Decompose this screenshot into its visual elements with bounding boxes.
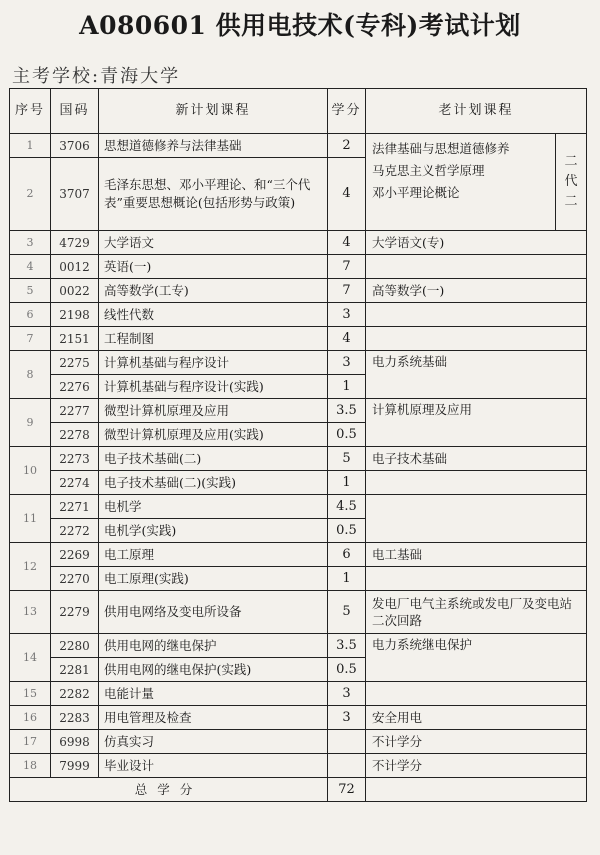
header-credit: 学分 <box>328 89 366 134</box>
row-credit: 4 <box>328 327 366 351</box>
table-row <box>10 730 587 754</box>
table-row <box>10 495 587 519</box>
row-course: 大学语文 <box>99 231 328 255</box>
table-row <box>10 279 587 303</box>
old-course-group <box>366 134 556 231</box>
row-credit: 4.5 <box>328 495 366 519</box>
table-row <box>10 327 587 351</box>
row-code: 2280 <box>51 634 99 658</box>
row-course: 电子技术基础(二) <box>99 447 328 471</box>
row-code: 2281 <box>51 658 99 682</box>
row-course: 英语(一) <box>99 255 328 279</box>
total-value: 72 <box>328 778 366 802</box>
row-credit: 7 <box>328 255 366 279</box>
total-label: 总学分 <box>10 778 328 802</box>
table-row <box>10 706 587 730</box>
table-row <box>10 134 587 158</box>
row-old-course <box>366 567 587 591</box>
row-course: 线性代数 <box>99 303 328 327</box>
row-credit: 1 <box>328 567 366 591</box>
row-credit: 1 <box>328 471 366 495</box>
total-row <box>10 778 587 802</box>
row-seq: 14 <box>10 634 51 682</box>
header-new-course: 新计划课程 <box>99 89 328 134</box>
row-credit: 6 <box>328 543 366 567</box>
row-code: 2276 <box>51 375 99 399</box>
row-seq: 2 <box>10 158 51 231</box>
row-seq: 4 <box>10 255 51 279</box>
row-seq: 12 <box>10 543 51 591</box>
row-course: 供用电网的继电保护(实践) <box>99 658 328 682</box>
row-course: 电能计量 <box>99 682 328 706</box>
table-row <box>10 471 587 495</box>
row-old-course: 电工基础 <box>366 543 587 567</box>
table-row <box>10 543 587 567</box>
row-code: 2269 <box>51 543 99 567</box>
row-credit: 3 <box>328 682 366 706</box>
row-old-course: 安全用电 <box>366 706 587 730</box>
row-credit <box>328 730 366 754</box>
exam-school: 主考学校:青海大学 <box>12 66 181 87</box>
row-old-course: 不计学分 <box>366 730 587 754</box>
table-row <box>10 754 587 778</box>
row-course: 毕业设计 <box>99 754 328 778</box>
row-seq: 3 <box>10 231 51 255</box>
exam-plan-table <box>9 88 587 802</box>
row-credit: 7 <box>328 279 366 303</box>
row-code: 2279 <box>51 591 99 634</box>
header-old-course: 老计划课程 <box>366 89 587 134</box>
table-row <box>10 591 587 634</box>
row-course: 电子技术基础(二)(实践) <box>99 471 328 495</box>
row-course: 用电管理及检查 <box>99 706 328 730</box>
row-credit: 3 <box>328 706 366 730</box>
row-code: 2198 <box>51 303 99 327</box>
table-row <box>10 682 587 706</box>
row-code: 2283 <box>51 706 99 730</box>
table-row <box>10 255 587 279</box>
row-old-course: 电子技术基础 <box>366 447 587 471</box>
row-code: 2273 <box>51 447 99 471</box>
row-credit: 5 <box>328 447 366 471</box>
row-seq: 10 <box>10 447 51 495</box>
table-row <box>10 634 587 658</box>
row-credit: 4 <box>328 231 366 255</box>
row-seq: 1 <box>10 134 51 158</box>
row-course: 供用电网络及变电所设备 <box>99 591 328 634</box>
row-seq: 15 <box>10 682 51 706</box>
table-row <box>10 567 587 591</box>
row-old-course <box>366 495 587 543</box>
row-old-course <box>366 471 587 495</box>
row-credit: 3 <box>328 351 366 375</box>
row-code: 2282 <box>51 682 99 706</box>
row-credit: 3.5 <box>328 399 366 423</box>
row-seq: 11 <box>10 495 51 543</box>
row-old-course <box>366 303 587 327</box>
row-course: 电机学 <box>99 495 328 519</box>
row-credit: 0.5 <box>328 658 366 682</box>
old-course-line: 马克思主义哲学原理 <box>372 163 485 178</box>
row-credit <box>328 754 366 778</box>
row-code: 6998 <box>51 730 99 754</box>
row-code: 2271 <box>51 495 99 519</box>
header-seq: 序号 <box>10 89 51 134</box>
row-old-course: 电力系统继电保护 <box>366 634 587 682</box>
row-code: 3707 <box>51 158 99 231</box>
row-course: 电工原理(实践) <box>99 567 328 591</box>
row-old-course: 发电厂电气主系统或发电厂及变电站二次回路 <box>366 591 587 634</box>
table-row <box>10 351 587 375</box>
row-course: 高等数学(工专) <box>99 279 328 303</box>
row-old-course <box>366 682 587 706</box>
group-note-text: 二 代 二 <box>564 154 578 209</box>
row-code: 0022 <box>51 279 99 303</box>
table-row <box>10 399 587 423</box>
total-empty <box>366 778 587 802</box>
row-course: 供用电网的继电保护 <box>99 634 328 658</box>
row-code: 4729 <box>51 231 99 255</box>
row-old-course <box>366 255 587 279</box>
row-course: 毛泽东思想、邓小平理论、和“三个代表”重要思想概论(包括形势与政策) <box>99 158 328 231</box>
row-code: 0012 <box>51 255 99 279</box>
row-credit: 1 <box>328 375 366 399</box>
row-course: 仿真实习 <box>99 730 328 754</box>
row-old-course: 计算机原理及应用 <box>366 399 587 447</box>
row-code: 2278 <box>51 423 99 447</box>
table-row <box>10 231 587 255</box>
row-course: 电机学(实践) <box>99 519 328 543</box>
row-old-course: 高等数学(一) <box>366 279 587 303</box>
row-credit: 0.5 <box>328 423 366 447</box>
table-row <box>10 447 587 471</box>
row-seq: 13 <box>10 591 51 634</box>
row-seq: 9 <box>10 399 51 447</box>
page-title: A080601 供用电技术(专科)考试计划 <box>79 11 521 40</box>
old-course-line: 法律基础与思想道德修养 <box>372 141 510 156</box>
row-code: 2270 <box>51 567 99 591</box>
table-header-row <box>10 89 587 134</box>
row-code: 7999 <box>51 754 99 778</box>
row-credit: 5 <box>328 591 366 634</box>
row-credit: 3 <box>328 303 366 327</box>
row-seq: 17 <box>10 730 51 754</box>
row-course: 微型计算机原理及应用 <box>99 399 328 423</box>
row-seq: 8 <box>10 351 51 399</box>
row-code: 2151 <box>51 327 99 351</box>
row-code: 2277 <box>51 399 99 423</box>
old-course-group-note <box>556 134 587 231</box>
table-row <box>10 303 587 327</box>
row-old-course: 大学语文(专) <box>366 231 587 255</box>
row-code: 2274 <box>51 471 99 495</box>
row-course: 思想道德修养与法律基础 <box>99 134 328 158</box>
row-seq: 18 <box>10 754 51 778</box>
row-seq: 6 <box>10 303 51 327</box>
row-course: 微型计算机原理及应用(实践) <box>99 423 328 447</box>
row-code: 2275 <box>51 351 99 375</box>
row-old-course: 不计学分 <box>366 754 587 778</box>
row-course: 工程制图 <box>99 327 328 351</box>
row-old-course <box>366 327 587 351</box>
row-seq: 16 <box>10 706 51 730</box>
header-code: 国码 <box>51 89 99 134</box>
row-course: 电工原理 <box>99 543 328 567</box>
row-course: 计算机基础与程序设计 <box>99 351 328 375</box>
old-course-line: 邓小平理论概论 <box>372 185 460 200</box>
row-seq: 7 <box>10 327 51 351</box>
row-old-course: 电力系统基础 <box>366 351 587 399</box>
row-credit: 0.5 <box>328 519 366 543</box>
row-credit: 2 <box>328 134 366 158</box>
row-code: 3706 <box>51 134 99 158</box>
row-credit: 3.5 <box>328 634 366 658</box>
row-credit: 4 <box>328 158 366 231</box>
row-code: 2272 <box>51 519 99 543</box>
row-seq: 5 <box>10 279 51 303</box>
row-course: 计算机基础与程序设计(实践) <box>99 375 328 399</box>
